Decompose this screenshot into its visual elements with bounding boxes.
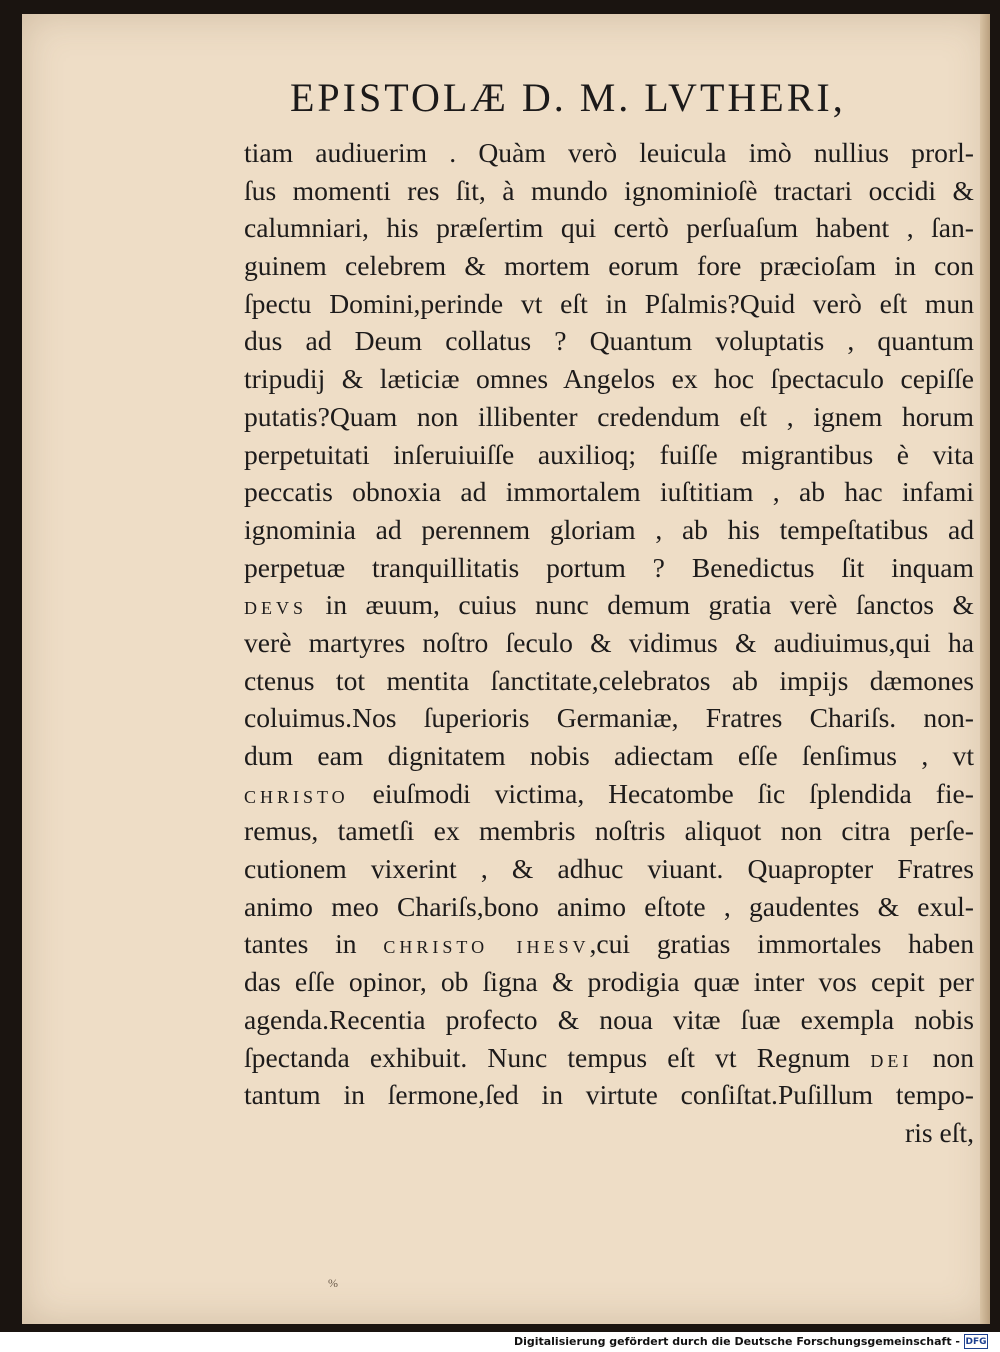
text-line: ſus momenti res ſit, à mundo ignominioſè tractari occidi & [244,174,974,206]
text-line [244,1039,974,1077]
body-text [244,134,974,1152]
text-line: perpetuitati inſeruiuiſſe auxilioq; fuiſſe migrantibus è vita [244,438,974,470]
text-line-prefix: ſpectanda exhibuit. Nunc tempus eſt vt Regnum [244,1041,871,1073]
text-line: peccatis obnoxia ad immortalem iuſtitiam , ab hac infami [244,476,974,508]
marginal-mark: % [328,1276,338,1290]
text-line: tantum in ſermone,ſed in virtute conſiſtat.Puſillum tempo- [244,1079,974,1111]
text-line-rest: in æuum, cuius nunc demum gratia verè ſanctos & [307,589,974,621]
text-line-rest: non [912,1041,974,1073]
small-caps-name: DEI [870,1050,913,1071]
text-line-rest: eiuſmodi victima, Hecatombe ſic ſplendida fie- [348,777,974,809]
text-line: guinem celebrem & mortem eorum fore præcioſam in con [244,250,974,282]
text-line: verè martyres noſtro ſeculo & vidimus & audiuimus,qui ha [244,626,974,658]
text-line [244,586,974,624]
text-line: agenda.Recentia profecto & noua vitæ ſuæ exempla nobis [244,1003,974,1035]
footer-credit: Digitalisierung gefördert durch die Deutsche Forschungsgemeinschaft - [513,1335,960,1348]
text-line: das eſſe opinor, ob ſigna & prodigia quæ inter vos cepit per [244,966,974,998]
small-caps-name: DEVS [244,598,308,619]
catchword: ris eſt, [905,1116,974,1148]
text-line: putatis?Quam non illibenter credendum eſt , ignem horum [244,400,974,432]
small-caps-name: CHRISTO IHESV [383,937,590,958]
text-line-rest: ,cui gratias immortales haben [589,928,975,960]
text-line: ſpectu Domini,perinde vt eſt in Pſalmis?Quid verò eſt mun [244,287,974,319]
text-line: remus, tametſi ex membris noſtris aliquot non citra perſe- [244,815,974,847]
small-caps-name: CHRISTO [244,786,349,807]
text-line: dus ad Deum collatus ? Quantum voluptatis , quantum [244,325,974,357]
text-line: ignominia ad perennem gloriam , ab his tempeſtatibus ad [244,513,974,545]
text-line [244,925,974,963]
text-line: calumniari, his præſertim qui certò perſuaſum habent , ſan- [244,212,974,244]
text-line: tripudij & læticiæ omnes Angelos ex hoc ſpectaculo cepiſſe [244,363,974,395]
text-line [244,775,974,813]
page-edge [980,14,990,1324]
footer-bar [0,1332,1000,1352]
text-line: cutionem vixerint , & adhuc viuant. Quapropter Fratres [244,853,974,885]
text-line: perpetuæ tranquillitatis portum ? Benedictus ſit inquam [244,551,974,583]
running-title: EPISTOLÆ D. M. LVTHERI, [290,75,846,120]
text-line: animo meo Chariſs,bono animo eſtote , gaudentes & exul- [244,890,974,922]
text-line: ctenus tot mentita ſanctitate,celebratos ab impijs dæmones [244,664,974,696]
text-line: dum eam dignitatem nobis adiectam eſſe ſenſimus , vt [244,740,974,771]
text-line: coluimus.Nos ſuperioris Germaniæ, Fratres Chariſs. non- [244,702,974,734]
text-line: tiam audiuerim . Quàm verò leuicula imò nullius prorl- [244,137,974,168]
text-line-prefix: tantes in [244,928,384,960]
dfg-logo-icon: DFG [964,1334,988,1349]
